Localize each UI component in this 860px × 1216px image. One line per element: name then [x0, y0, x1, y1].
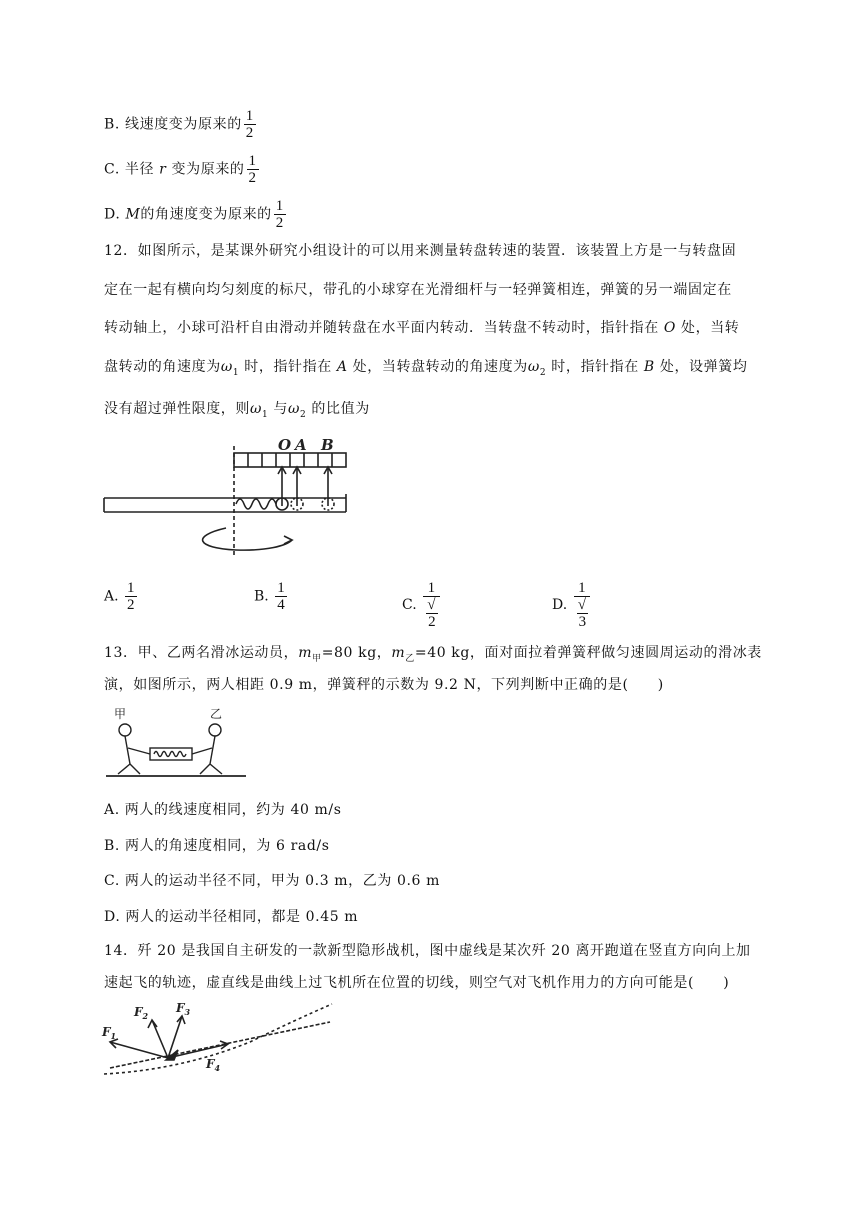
scale-label-o: O	[278, 436, 292, 454]
q12-line3: 转动轴上，小球可沿杆自由滑动并随转盘在水平面内转动．当转盘不转动时，指针指在 O 处，当转	[104, 320, 740, 336]
q14-line1: 14．歼 20 是我国自主研发的一款新型隐形战机，图中虚线是某次歼 20 离开跑道在竖直方向向上加	[104, 943, 751, 959]
skaters-diagram	[100, 702, 250, 780]
force-f4-label: $F_4$	[206, 1057, 221, 1073]
fraction-half: $\frac{1}{2}$	[275, 198, 284, 231]
force-vectors-diagram	[100, 998, 340, 1080]
q13-line1: 13．甲、乙两名滑冰运动员，$m_甲=80$ kg，$m_乙=40$ kg，面对面拉着弹簧秤做匀速圆周运动的滑冰表	[104, 645, 762, 664]
option-b-text: B. 线速度变为原来的	[104, 116, 242, 133]
q13-option-c: C. 两人的运动半径不同，甲为 0.3 m，乙为 0.6 m	[104, 873, 440, 889]
turntable-diagram	[100, 436, 360, 561]
force-f2-label: $F_2$	[134, 1005, 149, 1021]
fraction-half: $\frac{1}{2}$	[248, 153, 257, 186]
q14-line2: 速起飞的轨迹，虚直线是曲线上过飞机所在位置的切线，则空气对飞机作用力的方向可能是( )	[104, 975, 730, 991]
q11-option-d: D. M的角速度变为原来的 $\frac{1}{2}$	[104, 198, 284, 231]
sqrt-icon: √	[427, 597, 436, 613]
q12-line2: 定在一起有横向均匀刻度的标尺，带孔的小球穿在光滑细杆与一轻弹簧相连，弹簧的另一端固定在	[104, 282, 732, 298]
force-f1-label: $F_1$	[102, 1025, 117, 1041]
q12-option-b: B. $\frac{1}{4}$	[254, 580, 285, 613]
q12-line5: 没有超过弹性限度，则$\omega_1$ 与$\omega_2$ 的比值为	[104, 401, 370, 420]
skater-yi-label: 乙	[210, 707, 223, 721]
force-f3-label: $F_3$	[176, 1001, 191, 1017]
q11-option-b	[104, 108, 256, 141]
q12-option-d: D. 1 √ 3	[552, 580, 590, 630]
q12-option-c: C. 1 √ 2	[402, 580, 440, 630]
fraction-half: $\frac{1}{2}$	[245, 108, 254, 141]
q13-option-b: B. 两人的角速度相同，为 6 rad/s	[104, 838, 330, 854]
q13-line2: 演，如图所示，两人相距 0.9 m，弹簧秤的示数为 9.2 N，下列判断中正确的是( )	[104, 677, 664, 693]
q12-option-a: A. $\frac{1}{2}$	[104, 580, 135, 613]
q12-line4: 盘转动的角速度为$\omega_1$ 时，指针指在 A 处，当转盘转动的角速度为$\omega_2$ 时，指针指在 B 处，设弹簧均	[104, 359, 748, 378]
q13-option-d: D. 两人的运动半径相同，都是 0.45 m	[104, 909, 359, 925]
scale-label-b: B	[321, 436, 334, 454]
q12-line1: 12．如图所示，是某课外研究小组设计的可以用来测量转盘转速的装置．该装置上方是一与转盘固	[104, 243, 737, 259]
sqrt-icon: √	[577, 597, 586, 613]
scale-label-a: A	[295, 436, 307, 454]
skater-jia-label: 甲	[114, 707, 127, 721]
q11-option-c: C. 半径 r 变为原来的 $\frac{1}{2}$	[104, 153, 257, 186]
q13-option-a: A. 两人的线速度相同，约为 40 m/s	[104, 802, 342, 818]
